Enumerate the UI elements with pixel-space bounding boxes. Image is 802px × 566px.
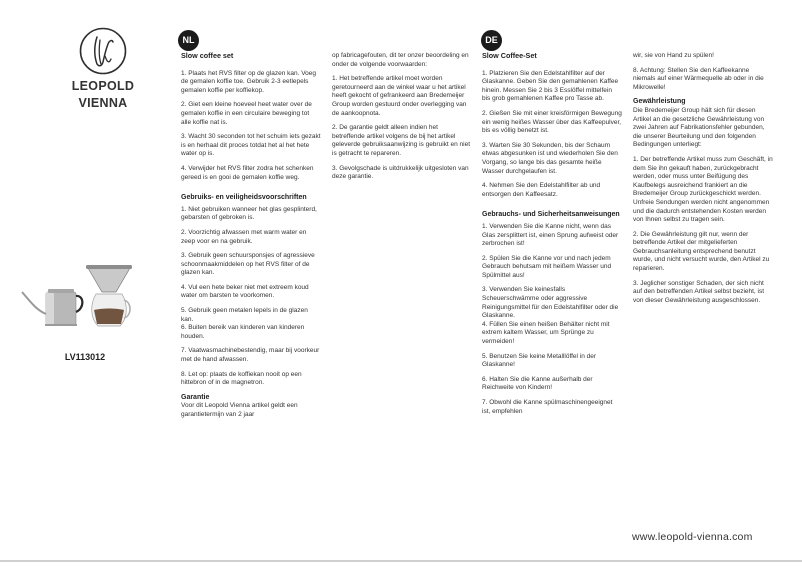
nl-column-1 (181, 52, 321, 426)
brand-name-line2: VIENNA (78, 96, 128, 110)
de-safety-item: 3. Verwenden Sie keinesfalls Scheuerschwämme oder aggressive Reinigungsmittel für den Edelstahlfilter oder die Glaskanne. (482, 286, 619, 320)
nl-warranty-item: 3. Gevolgschade is uitdrukkelijk uitgesloten van deze garantie. (332, 164, 469, 181)
nl-safety-item: 8. Let op: plaats de koffiekan nooit op een hittebron of in de magnetron. (181, 370, 302, 387)
product-image (16, 262, 136, 334)
de-warranty-item: 2. Die Gewährleistung gilt nur, wenn der betreffende Artikel der mitgelieferten Gebrauchsanleitung entsprechend benutzt wurde, und nicht versucht wurde, den Artikel zu reparieren. (633, 230, 770, 273)
de-safety-item: 5. Benutzen Sie keine Metalllöffel in der Glaskanne! (482, 352, 597, 369)
de-safety-item: 8. Achtung: Stellen Sie den Kaffeekanne niemals auf einer Wärmequelle ab oder in die Mikrowelle! (633, 66, 764, 91)
brand-name-line1: LEOPOLD (71, 79, 135, 93)
de-step: 1. Platzieren Sie den Edelstahlfilter auf der Glaskanne. Geben Sie den gemahlenen Kaffee hinein. Messen Sie 2 bis 3 Esslöffel mittelfein bis grob gemahlenen Kaffee pro Tasse ab. (482, 69, 619, 103)
brand-logo (58, 26, 148, 110)
kettle-icon (22, 289, 82, 326)
de-safety-item: 4. Füllen Sie einen heißen Behälter nicht mit extrem kaltem Wasser, um Sprünge zu vermeiden! (482, 320, 610, 346)
bottom-divider (0, 560, 802, 562)
de-safety-item: 6. Halten Sie die Kanne außerhalb der Reichweite von Kindern! (482, 375, 593, 392)
nl-safety-item: 6. Buiten bereik van kinderen van kinderen houden. (181, 324, 305, 340)
nl-safety-item: 4. Vul een hete beker niet met extreem koud water om barsten te voorkomen. (181, 283, 309, 300)
de-safety-title: Gebrauchs- und Sicherheitsanweisungen (482, 211, 620, 219)
nl-safety-item: 3. Gebruik geen schuursponsjes of agressieve schoonmaakmiddelen op het RVS filter of de glazen kan. (181, 252, 315, 277)
product-sku: LV113012 (64, 352, 106, 362)
de-safety-item: 7. Obwohl die Kanne spülmaschinengeeignet ist, empfehlen (482, 399, 613, 415)
nl-warranty-item: 2. De garantie geldt alleen indien het betreffende artikel volgens de bij het artikel geleverde gebruiksaanwijzing is gebruikt en niet is getracht te repareren. (332, 124, 471, 157)
nl-step: 2. Giet een kleine hoeveel heet water over de gemalen koffie in een circulaire beweging tot alle koffie nat is. (181, 101, 312, 126)
nl-safety-title: Gebruiks- en veiligheidsvoorschriften (181, 194, 307, 202)
de-warranty-intro: Die Bredemeijer Group hält sich für diesen Artikel an die gesetzliche Gewährleistung von zwei Jahren auf Fabrikationsfehler gebunden, die unserer Beurteilung und den folgenden Bedingungen unterliegt: (633, 106, 765, 149)
nl-step: 3. Wacht 30 seconden tot het schuim iets gezakt is en herhaal dit proces totdat het al het hete water op is. (181, 133, 321, 158)
de-column-1 (482, 52, 622, 422)
nl-safety-item: 2. Voorzichtig afwassen met warm water en zeep voor en na gebruik. (181, 228, 307, 245)
language-badge-de: DE (481, 30, 502, 51)
website-url: www.leopold-vienna.com (632, 531, 753, 543)
nl-warranty-item: 1. Het betreffende artikel moet worden geretourneerd aan de winkel waar u het artikel heeft gekocht of gefrankeerd aan Bredemeijer Group worden gestuurd onder overlegging van de aankoopnota. (332, 75, 467, 117)
de-warranty-title: Gewährleistung (633, 98, 686, 106)
de-column-2 (633, 52, 773, 311)
nl-safety-item: 1. Niet gebruiken wanneer het glas gesplinterd, gebarsten of gebroken is. (181, 205, 317, 222)
nl-safety-item: 7. Vaatwasmachinebestendig, maar bij voorkeur met de hand afwassen. (181, 347, 320, 364)
language-badge-nl: NL (178, 30, 199, 51)
de-warranty-item: 1. Der betreffende Artikel muss zum Geschäft, in dem Sie ihn gekauft haben, zurückgebracht werden, oder muss unter Beifügung des Kaufbelegs ausreichend frankiert an die Bredemeijer Group zurückgeschickt werden. Unfreie Sendungen werden nicht angenommen und die dadurch entstehenden Kosten werden von Ihnen selbst zu tragen sein. (633, 155, 773, 224)
de-title: Slow Coffee-Set (482, 51, 537, 60)
nl-step: 1. Plaats het RVS filter op de glazen kan. Voeg de gemalen koffie toe. Gebruik 2-3 eetlepels gemalen koffie per koffiekop. (181, 69, 317, 94)
de-step: 3. Warten Sie 30 Sekunden, bis der Schaum etwas abgesunken ist und wiederholen Sie den Vorgang, so lange bis das gesamte heiße Wasser durchgelaufen ist. (482, 141, 618, 175)
nl-safety-item: 5. Gebruik geen metalen lepels in de glazen kan. (181, 307, 308, 323)
de-step: 4. Nehmen Sie den Edelstahlfilter ab und entsorgen den Kaffeesatz. (482, 182, 601, 198)
de-safety-item: 1. Verwenden Sie die Kanne nicht, wenn das Glas zersplittert ist, einen Sprung aufweist oder zerbrochen ist! (482, 222, 619, 248)
nl-warranty-intro: Voor dit Leopold Vienna artikel geldt een garantietermijn van 2 jaar (181, 402, 298, 418)
de-step: 2. Gießen Sie mit einer kreisförmigen Bewegung ein wenig heißes Wasser über das Kaffeepulver, bis es völlig benetzt ist. (482, 109, 622, 135)
de-warranty-item: 3. Jeglicher sonstiger Schaden, der sich nicht auf den betreffenden Artikel selbst bezieht, ist von dieser Gewährleistung ausgeschlossen. (633, 279, 765, 304)
nl-warranty-cont: op fabricagefouten, dit ter onzer beoordeling en onder de volgende voorwaarden: (332, 52, 469, 68)
nl-step: 4. Verwijder het RVS filter zodra het schenken gereed is en gooi de gemalen koffie weg. (181, 164, 314, 181)
nl-column-2 (332, 52, 472, 188)
de-safety-cont: wir, sie von Hand zu spülen! (633, 52, 714, 59)
coffee-dripper-icon (86, 265, 132, 326)
lv-monogram-logo (78, 26, 128, 76)
nl-warranty-title: Garantie (181, 393, 210, 401)
de-safety-item: 2. Spülen Sie die Kanne vor und nach jedem Gebrauch behutsam mit heißem Wasser und Spülmittel aus! (482, 254, 612, 279)
nl-title: Slow coffee set (181, 51, 234, 60)
